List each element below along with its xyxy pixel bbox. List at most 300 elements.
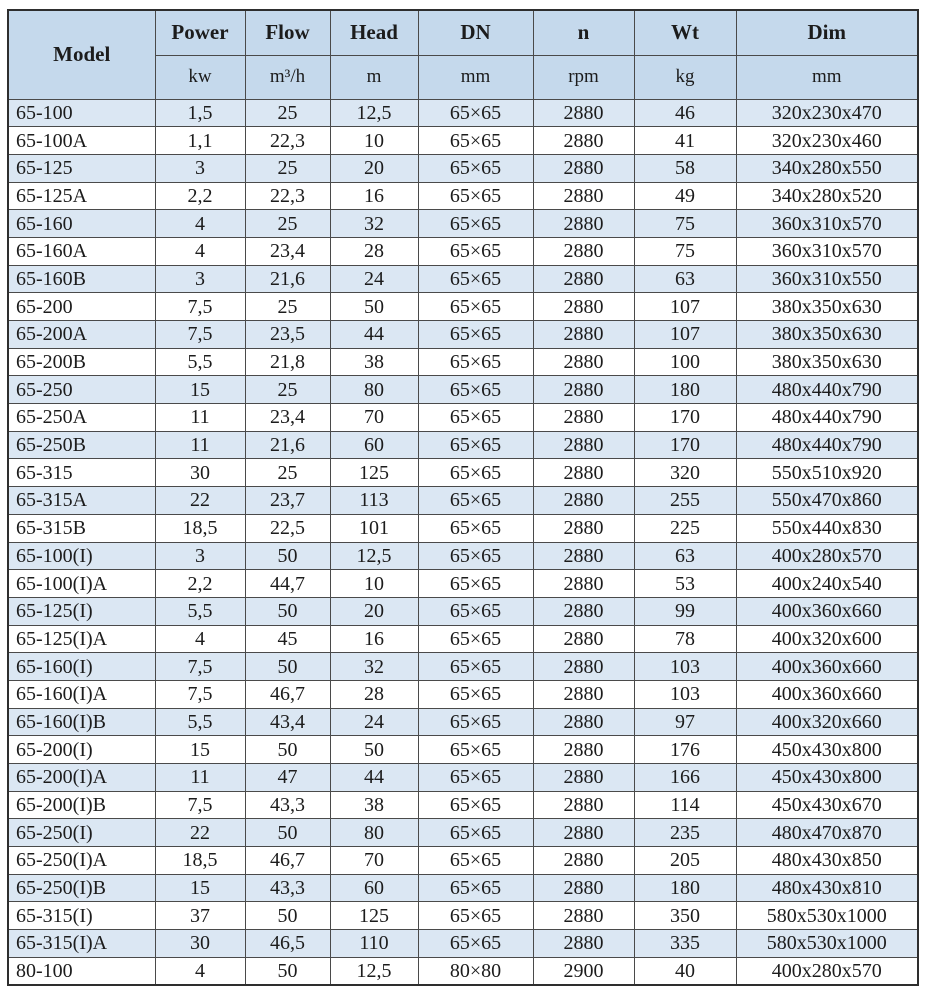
table-row (8, 265, 918, 293)
model-cell: 80-100 (8, 957, 155, 985)
table-row (8, 736, 918, 764)
value-cell: 44 (330, 321, 418, 349)
table-row (8, 487, 918, 515)
value-cell: 12,5 (330, 542, 418, 570)
value-cell: 100 (634, 348, 736, 376)
model-cell: 65-125(I)A (8, 625, 155, 653)
value-cell: 320x230x460 (736, 127, 918, 155)
value-cell: 400x360x660 (736, 597, 918, 625)
value-cell: 65×65 (418, 902, 533, 930)
value-cell: 65×65 (418, 542, 533, 570)
model-cell: 65-160A (8, 237, 155, 265)
value-cell: 2880 (533, 210, 634, 238)
value-cell: 16 (330, 182, 418, 210)
value-cell: 65×65 (418, 210, 533, 238)
value-cell: 65×65 (418, 154, 533, 182)
value-cell: 340x280x550 (736, 154, 918, 182)
model-cell: 65-100A (8, 127, 155, 155)
table-row (8, 902, 918, 930)
value-cell: 2880 (533, 376, 634, 404)
value-cell: 450x430x670 (736, 791, 918, 819)
table-row (8, 404, 918, 432)
value-cell: 22 (155, 487, 245, 515)
model-cell: 65-315(I)A (8, 930, 155, 958)
value-cell: 2880 (533, 404, 634, 432)
value-cell: 63 (634, 265, 736, 293)
unit-flow: m³/h (245, 55, 330, 99)
model-cell: 65-100(I)A (8, 570, 155, 598)
value-cell: 580x530x1000 (736, 930, 918, 958)
model-cell: 65-250(I) (8, 819, 155, 847)
model-cell: 65-250(I)A (8, 847, 155, 875)
model-cell: 65-160B (8, 265, 155, 293)
value-cell: 170 (634, 404, 736, 432)
table-row (8, 874, 918, 902)
value-cell: 30 (155, 930, 245, 958)
model-cell: 65-160 (8, 210, 155, 238)
value-cell: 480x430x850 (736, 847, 918, 875)
value-cell: 44 (330, 764, 418, 792)
value-cell: 65×65 (418, 874, 533, 902)
value-cell: 75 (634, 237, 736, 265)
value-cell: 30 (155, 459, 245, 487)
column-header-wt: Wt (634, 10, 736, 55)
value-cell: 2880 (533, 127, 634, 155)
value-cell: 107 (634, 321, 736, 349)
value-cell: 2880 (533, 791, 634, 819)
value-cell: 4 (155, 625, 245, 653)
value-cell: 10 (330, 570, 418, 598)
value-cell: 320x230x470 (736, 99, 918, 127)
value-cell: 2880 (533, 99, 634, 127)
value-cell: 550x510x920 (736, 459, 918, 487)
column-header-dn: DN (418, 10, 533, 55)
value-cell: 50 (245, 736, 330, 764)
value-cell: 2880 (533, 431, 634, 459)
value-cell: 235 (634, 819, 736, 847)
column-header-dim: Dim (736, 10, 918, 55)
table-row (8, 791, 918, 819)
value-cell: 47 (245, 764, 330, 792)
value-cell: 166 (634, 764, 736, 792)
value-cell: 21,6 (245, 431, 330, 459)
value-cell: 480x440x790 (736, 376, 918, 404)
value-cell: 12,5 (330, 99, 418, 127)
value-cell: 80 (330, 376, 418, 404)
unit-dn: mm (418, 55, 533, 99)
value-cell: 2880 (533, 764, 634, 792)
value-cell: 12,5 (330, 957, 418, 985)
model-cell: 65-315 (8, 459, 155, 487)
value-cell: 80 (330, 819, 418, 847)
value-cell: 360x310x570 (736, 210, 918, 238)
value-cell: 18,5 (155, 847, 245, 875)
model-cell: 65-250A (8, 404, 155, 432)
value-cell: 22,3 (245, 127, 330, 155)
value-cell: 50 (245, 653, 330, 681)
value-cell: 28 (330, 237, 418, 265)
value-cell: 255 (634, 487, 736, 515)
value-cell: 25 (245, 376, 330, 404)
value-cell: 4 (155, 957, 245, 985)
model-cell: 65-200A (8, 321, 155, 349)
value-cell: 103 (634, 653, 736, 681)
model-cell: 65-160(I)B (8, 708, 155, 736)
model-cell: 65-125 (8, 154, 155, 182)
table-header (8, 10, 918, 99)
value-cell: 15 (155, 874, 245, 902)
value-cell: 65×65 (418, 653, 533, 681)
value-cell: 400x240x540 (736, 570, 918, 598)
table-body (8, 99, 918, 985)
value-cell: 2880 (533, 847, 634, 875)
table-row (8, 431, 918, 459)
value-cell: 380x350x630 (736, 321, 918, 349)
value-cell: 65×65 (418, 265, 533, 293)
value-cell: 11 (155, 431, 245, 459)
value-cell: 450x430x800 (736, 736, 918, 764)
model-cell: 65-315A (8, 487, 155, 515)
value-cell: 2880 (533, 874, 634, 902)
value-cell: 1,1 (155, 127, 245, 155)
value-cell: 480x440x790 (736, 404, 918, 432)
value-cell: 450x430x800 (736, 764, 918, 792)
table-row (8, 321, 918, 349)
value-cell: 65×65 (418, 99, 533, 127)
value-cell: 2900 (533, 957, 634, 985)
value-cell: 400x320x600 (736, 625, 918, 653)
value-cell: 53 (634, 570, 736, 598)
value-cell: 63 (634, 542, 736, 570)
value-cell: 400x280x570 (736, 542, 918, 570)
value-cell: 4 (155, 210, 245, 238)
value-cell: 60 (330, 431, 418, 459)
table-row (8, 597, 918, 625)
table-row (8, 237, 918, 265)
value-cell: 65×65 (418, 736, 533, 764)
value-cell: 3 (155, 265, 245, 293)
unit-power: kw (155, 55, 245, 99)
value-cell: 65×65 (418, 376, 533, 404)
value-cell: 3 (155, 154, 245, 182)
value-cell: 7,5 (155, 293, 245, 321)
value-cell: 25 (245, 99, 330, 127)
value-cell: 2880 (533, 514, 634, 542)
value-cell: 25 (245, 154, 330, 182)
value-cell: 550x470x860 (736, 487, 918, 515)
value-cell: 65×65 (418, 930, 533, 958)
column-header-model: Model (8, 10, 155, 99)
model-cell: 65-125(I) (8, 597, 155, 625)
value-cell: 18,5 (155, 514, 245, 542)
value-cell: 28 (330, 680, 418, 708)
value-cell: 50 (245, 597, 330, 625)
value-cell: 15 (155, 736, 245, 764)
model-cell: 65-315(I) (8, 902, 155, 930)
model-cell: 65-200 (8, 293, 155, 321)
value-cell: 38 (330, 348, 418, 376)
value-cell: 335 (634, 930, 736, 958)
value-cell: 2880 (533, 708, 634, 736)
value-cell: 1,5 (155, 99, 245, 127)
value-cell: 70 (330, 404, 418, 432)
table-row (8, 99, 918, 127)
value-cell: 65×65 (418, 847, 533, 875)
value-cell: 65×65 (418, 791, 533, 819)
model-cell: 65-315B (8, 514, 155, 542)
value-cell: 4 (155, 237, 245, 265)
value-cell: 46,7 (245, 680, 330, 708)
value-cell: 2,2 (155, 570, 245, 598)
value-cell: 43,4 (245, 708, 330, 736)
value-cell: 25 (245, 210, 330, 238)
value-cell: 11 (155, 764, 245, 792)
value-cell: 37 (155, 902, 245, 930)
value-cell: 50 (245, 819, 330, 847)
value-cell: 580x530x1000 (736, 902, 918, 930)
table-row (8, 653, 918, 681)
value-cell: 2880 (533, 597, 634, 625)
value-cell: 10 (330, 127, 418, 155)
value-cell: 320 (634, 459, 736, 487)
value-cell: 70 (330, 847, 418, 875)
model-cell: 65-125A (8, 182, 155, 210)
value-cell: 44,7 (245, 570, 330, 598)
value-cell: 480x440x790 (736, 431, 918, 459)
table-row (8, 514, 918, 542)
value-cell: 170 (634, 431, 736, 459)
value-cell: 5,5 (155, 597, 245, 625)
value-cell: 46,7 (245, 847, 330, 875)
value-cell: 23,5 (245, 321, 330, 349)
value-cell: 65×65 (418, 625, 533, 653)
value-cell: 340x280x520 (736, 182, 918, 210)
value-cell: 46,5 (245, 930, 330, 958)
value-cell: 45 (245, 625, 330, 653)
value-cell: 2880 (533, 819, 634, 847)
unit-wt: kg (634, 55, 736, 99)
value-cell: 21,6 (245, 265, 330, 293)
pump-spec-table (7, 9, 919, 986)
value-cell: 7,5 (155, 680, 245, 708)
value-cell: 25 (245, 293, 330, 321)
model-cell: 65-200(I) (8, 736, 155, 764)
table-row (8, 348, 918, 376)
column-header-n: n (533, 10, 634, 55)
column-header-flow: Flow (245, 10, 330, 55)
value-cell: 7,5 (155, 321, 245, 349)
value-cell: 21,8 (245, 348, 330, 376)
model-cell: 65-160(I) (8, 653, 155, 681)
value-cell: 113 (330, 487, 418, 515)
value-cell: 50 (245, 957, 330, 985)
value-cell: 380x350x630 (736, 348, 918, 376)
value-cell: 50 (330, 293, 418, 321)
model-cell: 65-200(I)A (8, 764, 155, 792)
table-row (8, 625, 918, 653)
table-row (8, 376, 918, 404)
table-row (8, 459, 918, 487)
table-row-partial (8, 957, 918, 985)
value-cell: 2880 (533, 182, 634, 210)
value-cell: 480x430x810 (736, 874, 918, 902)
value-cell: 78 (634, 625, 736, 653)
value-cell: 24 (330, 708, 418, 736)
table-row (8, 930, 918, 958)
value-cell: 5,5 (155, 708, 245, 736)
table-row (8, 764, 918, 792)
column-header-power: Power (155, 10, 245, 55)
value-cell: 110 (330, 930, 418, 958)
value-cell: 65×65 (418, 321, 533, 349)
value-cell: 2880 (533, 154, 634, 182)
value-cell: 480x470x870 (736, 819, 918, 847)
value-cell: 550x440x830 (736, 514, 918, 542)
value-cell: 58 (634, 154, 736, 182)
value-cell: 50 (245, 542, 330, 570)
value-cell: 2880 (533, 237, 634, 265)
table-row (8, 293, 918, 321)
value-cell: 400x320x660 (736, 708, 918, 736)
value-cell: 107 (634, 293, 736, 321)
table-row (8, 210, 918, 238)
model-cell: 65-250 (8, 376, 155, 404)
value-cell: 65×65 (418, 708, 533, 736)
table-row (8, 708, 918, 736)
value-cell: 400x280x570 (736, 957, 918, 985)
value-cell: 23,7 (245, 487, 330, 515)
unit-dim: mm (736, 55, 918, 99)
value-cell: 65×65 (418, 431, 533, 459)
value-cell: 125 (330, 459, 418, 487)
value-cell: 65×65 (418, 570, 533, 598)
value-cell: 2880 (533, 736, 634, 764)
value-cell: 24 (330, 265, 418, 293)
value-cell: 60 (330, 874, 418, 902)
table-row (8, 570, 918, 598)
value-cell: 2880 (533, 293, 634, 321)
value-cell: 176 (634, 736, 736, 764)
model-cell: 65-160(I)A (8, 680, 155, 708)
value-cell: 360x310x570 (736, 237, 918, 265)
value-cell: 16 (330, 625, 418, 653)
value-cell: 2880 (533, 542, 634, 570)
table-row (8, 542, 918, 570)
model-cell: 65-100 (8, 99, 155, 127)
value-cell: 125 (330, 902, 418, 930)
value-cell: 2880 (533, 487, 634, 515)
table-row (8, 182, 918, 210)
value-cell: 7,5 (155, 791, 245, 819)
value-cell: 65×65 (418, 819, 533, 847)
value-cell: 65×65 (418, 487, 533, 515)
value-cell: 23,4 (245, 237, 330, 265)
value-cell: 22,5 (245, 514, 330, 542)
value-cell: 11 (155, 404, 245, 432)
value-cell: 2,2 (155, 182, 245, 210)
value-cell: 99 (634, 597, 736, 625)
table-row (8, 819, 918, 847)
value-cell: 2880 (533, 321, 634, 349)
table-row (8, 154, 918, 182)
value-cell: 205 (634, 847, 736, 875)
value-cell: 7,5 (155, 653, 245, 681)
value-cell: 65×65 (418, 348, 533, 376)
value-cell: 400x360x660 (736, 680, 918, 708)
column-header-head: Head (330, 10, 418, 55)
value-cell: 65×65 (418, 597, 533, 625)
value-cell: 65×65 (418, 514, 533, 542)
value-cell: 2880 (533, 653, 634, 681)
value-cell: 46 (634, 99, 736, 127)
value-cell: 2880 (533, 930, 634, 958)
value-cell: 400x360x660 (736, 653, 918, 681)
table-row (8, 847, 918, 875)
value-cell: 22,3 (245, 182, 330, 210)
value-cell: 65×65 (418, 404, 533, 432)
value-cell: 225 (634, 514, 736, 542)
value-cell: 41 (634, 127, 736, 155)
value-cell: 23,4 (245, 404, 330, 432)
value-cell: 3 (155, 542, 245, 570)
value-cell: 2880 (533, 348, 634, 376)
model-cell: 65-250(I)B (8, 874, 155, 902)
value-cell: 32 (330, 210, 418, 238)
value-cell: 80×80 (418, 957, 533, 985)
value-cell: 2880 (533, 680, 634, 708)
value-cell: 101 (330, 514, 418, 542)
value-cell: 65×65 (418, 459, 533, 487)
value-cell: 380x350x630 (736, 293, 918, 321)
value-cell: 180 (634, 874, 736, 902)
value-cell: 15 (155, 376, 245, 404)
value-cell: 180 (634, 376, 736, 404)
table-row (8, 680, 918, 708)
value-cell: 114 (634, 791, 736, 819)
value-cell: 65×65 (418, 127, 533, 155)
value-cell: 22 (155, 819, 245, 847)
unit-n: rpm (533, 55, 634, 99)
model-cell: 65-250B (8, 431, 155, 459)
value-cell: 43,3 (245, 791, 330, 819)
value-cell: 75 (634, 210, 736, 238)
value-cell: 2880 (533, 570, 634, 598)
value-cell: 2880 (533, 902, 634, 930)
value-cell: 5,5 (155, 348, 245, 376)
header-label-row (8, 10, 918, 55)
value-cell: 38 (330, 791, 418, 819)
value-cell: 2880 (533, 459, 634, 487)
value-cell: 40 (634, 957, 736, 985)
table-row (8, 127, 918, 155)
unit-head: m (330, 55, 418, 99)
value-cell: 65×65 (418, 237, 533, 265)
value-cell: 49 (634, 182, 736, 210)
value-cell: 2880 (533, 265, 634, 293)
model-cell: 65-100(I) (8, 542, 155, 570)
value-cell: 50 (245, 902, 330, 930)
value-cell: 350 (634, 902, 736, 930)
value-cell: 32 (330, 653, 418, 681)
value-cell: 103 (634, 680, 736, 708)
model-cell: 65-200(I)B (8, 791, 155, 819)
value-cell: 65×65 (418, 764, 533, 792)
value-cell: 25 (245, 459, 330, 487)
value-cell: 65×65 (418, 182, 533, 210)
value-cell: 65×65 (418, 680, 533, 708)
value-cell: 20 (330, 597, 418, 625)
value-cell: 2880 (533, 625, 634, 653)
